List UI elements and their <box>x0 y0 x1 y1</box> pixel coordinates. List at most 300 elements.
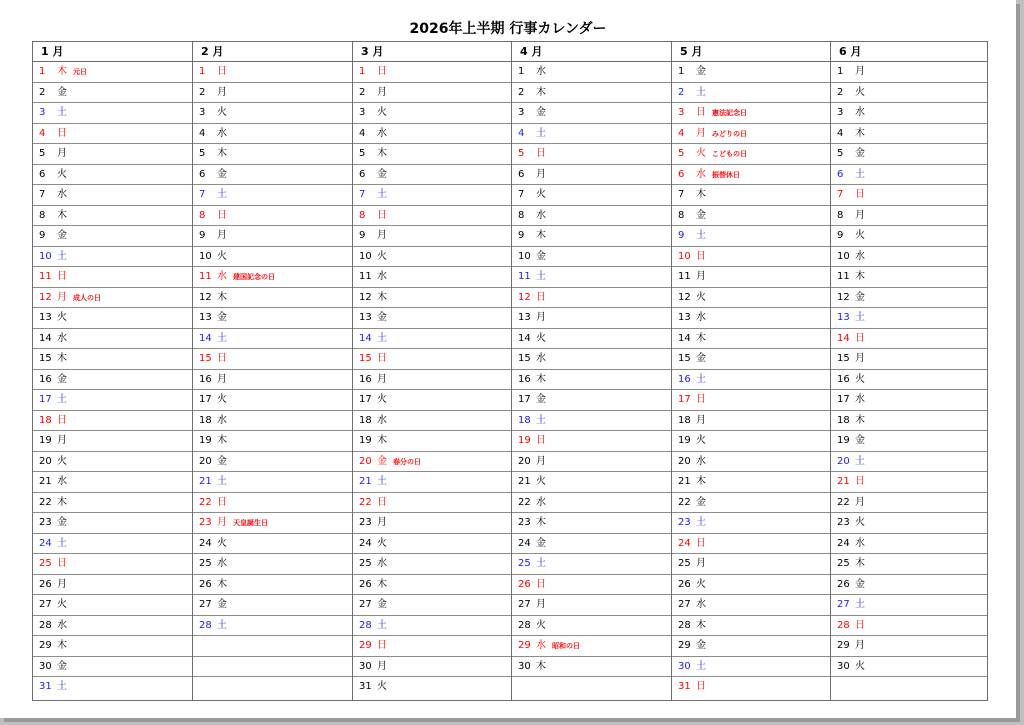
day-number: 26 <box>837 578 850 590</box>
day-number: 19 <box>518 435 531 446</box>
day-number: 2 <box>359 86 366 98</box>
day-number: 7 <box>837 189 844 200</box>
weekday-label: 土 <box>377 189 387 200</box>
day-number: 12 <box>518 291 531 303</box>
weekday-label: 月 <box>377 660 387 672</box>
day-number: 1 <box>837 66 844 77</box>
weekday-label: 月 <box>217 517 227 528</box>
day-cell <box>193 616 352 637</box>
weekday-label: 金 <box>377 168 387 180</box>
day-number: 15 <box>678 353 691 364</box>
day-number: 10 <box>359 250 372 262</box>
day-cell <box>353 575 511 596</box>
weekday-label: 水 <box>377 271 387 282</box>
holiday-name: 昭和の日 <box>552 642 580 650</box>
weekday-label: 日 <box>696 107 706 118</box>
day-cell <box>831 616 987 637</box>
weekday-label: 金 <box>377 455 387 467</box>
day-number: 16 <box>359 373 372 385</box>
day-cell <box>672 411 830 432</box>
weekday-label: 水 <box>855 394 865 405</box>
day-cell <box>831 288 987 309</box>
day-cell <box>353 472 511 493</box>
day-cell <box>672 62 830 83</box>
day-cell <box>672 677 830 698</box>
day-number: 4 <box>518 127 525 139</box>
day-cell <box>831 185 987 206</box>
weekday-label: 金 <box>855 148 865 159</box>
page-title: 2026年上半期 行事カレンダー <box>409 21 607 37</box>
day-cell <box>33 329 192 350</box>
weekday-label: 水 <box>57 189 67 200</box>
day-cell <box>33 185 192 206</box>
weekday-label: 土 <box>377 332 387 344</box>
day-cell <box>33 349 192 370</box>
day-number: 17 <box>359 394 372 405</box>
day-cell <box>353 534 511 555</box>
weekday-label: 月 <box>696 127 706 139</box>
day-cell <box>672 554 830 575</box>
day-cell <box>512 165 671 186</box>
weekday-label: 日 <box>57 414 67 426</box>
day-number: 22 <box>837 496 850 508</box>
day-cell <box>831 144 987 165</box>
weekday-label: 火 <box>377 537 387 549</box>
weekday-label: 火 <box>217 250 227 262</box>
day-cell <box>33 554 192 575</box>
weekday-label: 土 <box>696 373 706 385</box>
weekday-label: 火 <box>696 435 706 446</box>
day-number: 31 <box>359 681 372 692</box>
day-cell <box>512 554 671 575</box>
day-number: 24 <box>359 537 372 549</box>
day-cell <box>512 247 671 268</box>
day-number: 19 <box>39 435 52 446</box>
weekday-label: 月 <box>855 66 865 77</box>
day-number: 1 <box>39 66 46 77</box>
day-cell <box>512 83 671 104</box>
day-cell <box>672 472 830 493</box>
day-cell <box>33 124 192 145</box>
day-cell <box>512 62 671 83</box>
day-number: 14 <box>359 332 372 344</box>
day-number: 23 <box>678 517 691 528</box>
weekday-label: 木 <box>57 66 67 77</box>
day-cell <box>831 329 987 350</box>
day-cell <box>33 390 192 411</box>
weekday-label: 木 <box>855 558 865 569</box>
day-cell <box>193 575 352 596</box>
day-cell <box>512 267 671 288</box>
weekday-label: 火 <box>536 189 546 200</box>
weekday-label: 土 <box>696 230 706 241</box>
day-cell <box>672 431 830 452</box>
day-number: 11 <box>199 271 212 282</box>
day-number: 11 <box>837 271 850 282</box>
day-number: 28 <box>678 619 691 631</box>
weekday-label: 火 <box>57 312 67 323</box>
day-cell <box>33 288 192 309</box>
weekday-label: 日 <box>855 332 865 344</box>
day-number: 26 <box>39 578 52 590</box>
weekday-label: 木 <box>217 435 227 446</box>
day-number: 5 <box>518 148 525 159</box>
weekday-label: 日 <box>217 209 227 221</box>
day-number: 14 <box>518 332 531 344</box>
day-number: 6 <box>39 168 46 180</box>
weekday-label: 日 <box>217 353 227 364</box>
day-number: 2 <box>837 86 844 98</box>
weekday-label: 金 <box>217 312 227 323</box>
day-cell <box>33 165 192 186</box>
holiday-name: 憲法記念日 <box>712 109 747 117</box>
day-number: 9 <box>678 230 685 241</box>
day-cell <box>353 349 511 370</box>
month-header: 3 月 <box>353 42 511 62</box>
weekday-label: 金 <box>57 660 67 672</box>
day-cell <box>512 288 671 309</box>
day-number: 17 <box>837 394 850 405</box>
day-cell <box>193 124 352 145</box>
day-number: 20 <box>199 455 212 467</box>
day-number: 8 <box>518 209 525 221</box>
month-column <box>511 42 671 700</box>
weekday-label: 土 <box>696 86 706 98</box>
day-number: 22 <box>359 496 372 508</box>
day-number: 30 <box>359 660 372 672</box>
weekday-label: 土 <box>57 681 67 692</box>
day-cell <box>512 308 671 329</box>
day-number: 21 <box>837 476 850 487</box>
weekday-label: 火 <box>57 168 67 180</box>
day-cell <box>353 452 511 473</box>
day-cell <box>831 370 987 391</box>
day-cell <box>672 349 830 370</box>
day-cell <box>672 267 830 288</box>
month-header: 5 月 <box>672 42 830 62</box>
day-cell <box>831 595 987 616</box>
day-cell <box>512 329 671 350</box>
weekday-label: 日 <box>377 209 387 221</box>
day-cell <box>33 513 192 534</box>
weekday-label: 火 <box>377 394 387 405</box>
day-cell <box>831 657 987 678</box>
weekday-label: 火 <box>696 291 706 303</box>
weekday-label: 月 <box>57 435 67 446</box>
day-number: 12 <box>359 291 372 303</box>
empty-cell <box>193 677 352 698</box>
day-cell <box>672 103 830 124</box>
weekday-label: 月 <box>377 230 387 241</box>
day-number: 30 <box>678 660 691 672</box>
day-cell <box>33 103 192 124</box>
day-cell <box>193 329 352 350</box>
day-number: 21 <box>678 476 691 487</box>
weekday-label: 土 <box>217 476 227 487</box>
day-number: 8 <box>678 209 685 221</box>
day-cell <box>672 308 830 329</box>
day-cell <box>512 472 671 493</box>
weekday-label: 木 <box>696 476 706 487</box>
weekday-label: 火 <box>855 86 865 98</box>
day-cell <box>831 390 987 411</box>
weekday-label: 日 <box>696 537 706 549</box>
day-number: 26 <box>199 578 212 590</box>
day-cell <box>672 329 830 350</box>
weekday-label: 木 <box>57 496 67 508</box>
day-cell <box>33 267 192 288</box>
weekday-label: 木 <box>377 291 387 303</box>
holiday-name: 建国記念の日 <box>233 273 275 281</box>
weekday-label: 水 <box>217 271 227 282</box>
weekday-label: 金 <box>377 312 387 323</box>
day-cell <box>193 267 352 288</box>
day-cell <box>512 185 671 206</box>
day-number: 30 <box>518 660 531 672</box>
day-cell <box>193 431 352 452</box>
day-cell <box>33 575 192 596</box>
day-cell <box>193 411 352 432</box>
day-number: 24 <box>39 537 52 549</box>
day-cell <box>353 411 511 432</box>
day-cell <box>831 206 987 227</box>
day-cell <box>33 534 192 555</box>
day-number: 29 <box>359 640 372 651</box>
day-cell <box>831 431 987 452</box>
day-cell <box>193 493 352 514</box>
day-cell <box>672 206 830 227</box>
day-number: 31 <box>678 681 691 692</box>
day-cell <box>831 452 987 473</box>
day-cell <box>353 83 511 104</box>
day-number: 22 <box>678 496 691 508</box>
day-cell <box>193 308 352 329</box>
empty-cell <box>831 677 987 698</box>
weekday-label: 日 <box>696 250 706 262</box>
day-cell <box>33 616 192 637</box>
day-cell <box>353 185 511 206</box>
day-cell <box>33 206 192 227</box>
day-number: 24 <box>518 537 531 549</box>
day-number: 20 <box>359 455 372 467</box>
weekday-label: 月 <box>536 455 546 467</box>
day-number: 4 <box>837 127 844 139</box>
day-number: 3 <box>359 107 366 118</box>
day-number: 31 <box>39 681 52 692</box>
day-number: 20 <box>39 455 52 467</box>
day-cell <box>512 411 671 432</box>
weekday-label: 木 <box>217 148 227 159</box>
weekday-label: 金 <box>536 250 546 262</box>
weekday-label: 土 <box>696 517 706 528</box>
day-cell <box>672 83 830 104</box>
weekday-label: 月 <box>536 312 546 323</box>
day-cell <box>193 103 352 124</box>
weekday-label: 水 <box>696 455 706 467</box>
weekday-label: 水 <box>536 353 546 364</box>
day-cell <box>353 62 511 83</box>
day-number: 6 <box>837 168 844 180</box>
day-number: 5 <box>39 148 46 159</box>
day-number: 2 <box>678 86 685 98</box>
day-cell <box>831 62 987 83</box>
weekday-label: 月 <box>217 86 227 98</box>
day-number: 12 <box>39 291 52 303</box>
weekday-label: 日 <box>377 496 387 508</box>
day-number: 10 <box>199 250 212 262</box>
weekday-label: 土 <box>536 558 546 569</box>
day-cell <box>672 144 830 165</box>
weekday-label: 土 <box>217 619 227 631</box>
weekday-label: 火 <box>855 230 865 241</box>
day-number: 18 <box>678 414 691 426</box>
day-number: 18 <box>39 414 52 426</box>
day-number: 29 <box>518 640 531 651</box>
day-cell <box>831 411 987 432</box>
day-number: 25 <box>359 558 372 569</box>
day-cell <box>672 493 830 514</box>
weekday-label: 日 <box>696 394 706 405</box>
day-cell <box>831 267 987 288</box>
weekday-label: 木 <box>536 517 546 528</box>
day-number: 10 <box>518 250 531 262</box>
day-cell <box>193 595 352 616</box>
day-cell <box>512 431 671 452</box>
day-cell <box>672 575 830 596</box>
day-number: 7 <box>359 189 366 200</box>
weekday-label: 日 <box>536 578 546 590</box>
weekday-label: 金 <box>855 578 865 590</box>
day-number: 29 <box>678 640 691 651</box>
weekday-label: 金 <box>696 353 706 364</box>
weekday-label: 火 <box>536 476 546 487</box>
weekday-label: 月 <box>377 86 387 98</box>
weekday-label: 火 <box>217 394 227 405</box>
holiday-name: 成人の日 <box>73 293 101 302</box>
day-number: 4 <box>39 127 46 139</box>
day-number: 6 <box>359 168 366 180</box>
day-cell <box>193 185 352 206</box>
weekday-label: 月 <box>57 148 67 159</box>
day-number: 21 <box>359 476 372 487</box>
day-number: 3 <box>678 107 685 118</box>
weekday-label: 火 <box>217 107 227 118</box>
day-cell <box>831 554 987 575</box>
day-number: 17 <box>518 394 531 405</box>
weekday-label: 土 <box>377 619 387 631</box>
day-number: 25 <box>199 558 212 569</box>
day-number: 22 <box>199 496 212 508</box>
day-cell <box>831 247 987 268</box>
weekday-label: 木 <box>57 353 67 364</box>
day-cell <box>512 575 671 596</box>
weekday-label: 水 <box>377 414 387 426</box>
weekday-label: 日 <box>57 127 67 139</box>
weekday-label: 木 <box>855 271 865 282</box>
day-number: 30 <box>837 660 850 672</box>
day-cell <box>353 206 511 227</box>
day-number: 28 <box>518 619 531 631</box>
day-cell <box>831 124 987 145</box>
weekday-label: 土 <box>57 537 67 549</box>
day-number: 9 <box>39 230 46 241</box>
weekday-label: 木 <box>855 414 865 426</box>
day-cell <box>33 411 192 432</box>
weekday-label: 火 <box>377 681 387 692</box>
day-cell <box>672 247 830 268</box>
weekday-label: 火 <box>855 517 865 528</box>
day-cell <box>33 657 192 678</box>
weekday-label: 木 <box>217 291 227 303</box>
day-cell <box>353 431 511 452</box>
day-number: 5 <box>837 148 844 159</box>
day-number: 23 <box>359 517 372 528</box>
day-number: 19 <box>359 435 372 446</box>
day-number: 23 <box>39 517 52 528</box>
day-cell <box>33 472 192 493</box>
day-cell <box>353 554 511 575</box>
day-number: 2 <box>199 86 206 98</box>
day-number: 13 <box>359 312 372 323</box>
day-number: 17 <box>678 394 691 405</box>
day-number: 3 <box>199 107 206 118</box>
day-number: 8 <box>359 209 366 221</box>
day-number: 16 <box>39 373 52 385</box>
day-cell <box>33 677 192 698</box>
weekday-label: 日 <box>536 291 546 303</box>
day-cell <box>672 534 830 555</box>
weekday-label: 木 <box>377 435 387 446</box>
day-cell <box>512 206 671 227</box>
day-number: 14 <box>39 332 52 344</box>
day-number: 11 <box>518 271 531 282</box>
day-number: 15 <box>199 353 212 364</box>
day-number: 20 <box>518 455 531 467</box>
day-number: 9 <box>518 230 525 241</box>
day-cell <box>353 657 511 678</box>
weekday-label: 水 <box>536 66 546 77</box>
month-header: 2 月 <box>193 42 352 62</box>
day-cell <box>33 636 192 657</box>
weekday-label: 金 <box>217 455 227 467</box>
day-cell <box>672 165 830 186</box>
day-cell <box>672 616 830 637</box>
weekday-label: 水 <box>217 414 227 426</box>
day-number: 18 <box>837 414 850 426</box>
day-cell <box>831 575 987 596</box>
day-cell <box>353 390 511 411</box>
weekday-label: 木 <box>377 578 387 590</box>
day-cell <box>672 390 830 411</box>
weekday-label: 土 <box>57 250 67 262</box>
weekday-label: 月 <box>696 271 706 282</box>
weekday-label: 木 <box>57 209 67 221</box>
day-cell <box>193 370 352 391</box>
day-number: 11 <box>359 271 372 282</box>
weekday-label: 日 <box>217 66 227 77</box>
day-cell <box>512 349 671 370</box>
weekday-label: 土 <box>855 599 865 610</box>
day-number: 9 <box>837 230 844 241</box>
weekday-label: 金 <box>57 230 67 241</box>
weekday-label: 水 <box>217 127 227 139</box>
day-cell <box>512 226 671 247</box>
day-number: 3 <box>837 107 844 118</box>
weekday-label: 日 <box>536 148 546 159</box>
month-header: 1 月 <box>33 42 192 62</box>
weekday-label: 木 <box>57 640 67 651</box>
holiday-name: 春分の日 <box>393 457 421 466</box>
